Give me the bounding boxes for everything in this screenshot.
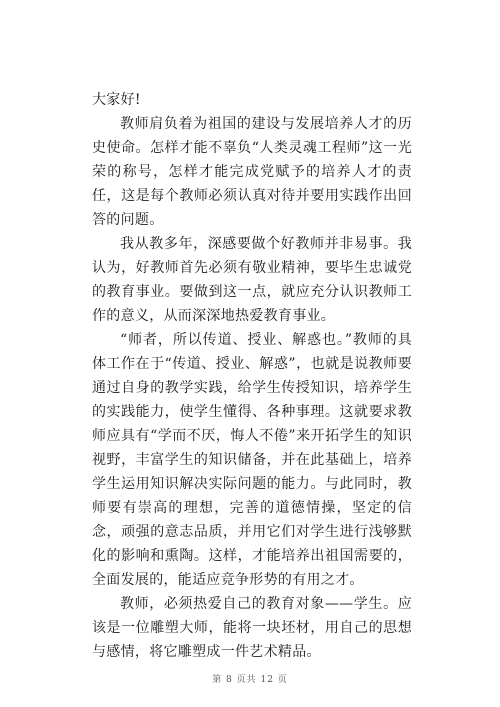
document-body [92, 88, 412, 664]
paragraph-2: 我从教多年，深感要做个好教师并非易事。我认为，好教师首先必须有敬业精神，要毕生忠诚党的教育事业。要做到这一点，就应充分认识教师工作的意义，从而深深地热爱教育事业。 [92, 236, 412, 324]
paragraph-4: 教师，必须热爱自己的教育对象——学生。应该是一位雕塑大师，能将一块坯材，用自己的思想与感情，将它雕塑成一件艺术精品。 [92, 596, 412, 660]
greeting: 大家好! [92, 92, 141, 108]
page-number-footer: 第 8 页共 12 页 [212, 675, 288, 685]
paragraph-3: “师者，所以传道、授业、解惑也。”教师的具体工作在于“传道、授业、解惑”，也就是说教师要通过自身的教学实践，给学生传授知识，培养学生的实践能力，使学生懂得、各种事理。这就要求教师应具有“学而不厌，悔人不倦”来开拓学生的知识视野，丰富学生的知识储备，并在此基础上，培养学生运用知识解决实际问题的能力。与此同时，教师要有崇高的理想，完善的道德情操，坚定的信念，顽强的意志品质，并用它们对学生进行浅够默化的影响和熏陶。这样，才能培养出祖国需要的，全面发展的，能适应竞争形势的有用之才。 [92, 332, 412, 588]
paragraph-1: 教师肩负着为祖国的建设与发展培养人才的历史使命。怎样才能不辜负“人类灵魂工程师”这一光荣的称号，怎样才能完成党赋予的培养人才的责任，这是每个教师必须认真对待并要用实践作出回答的问题。 [92, 116, 412, 228]
